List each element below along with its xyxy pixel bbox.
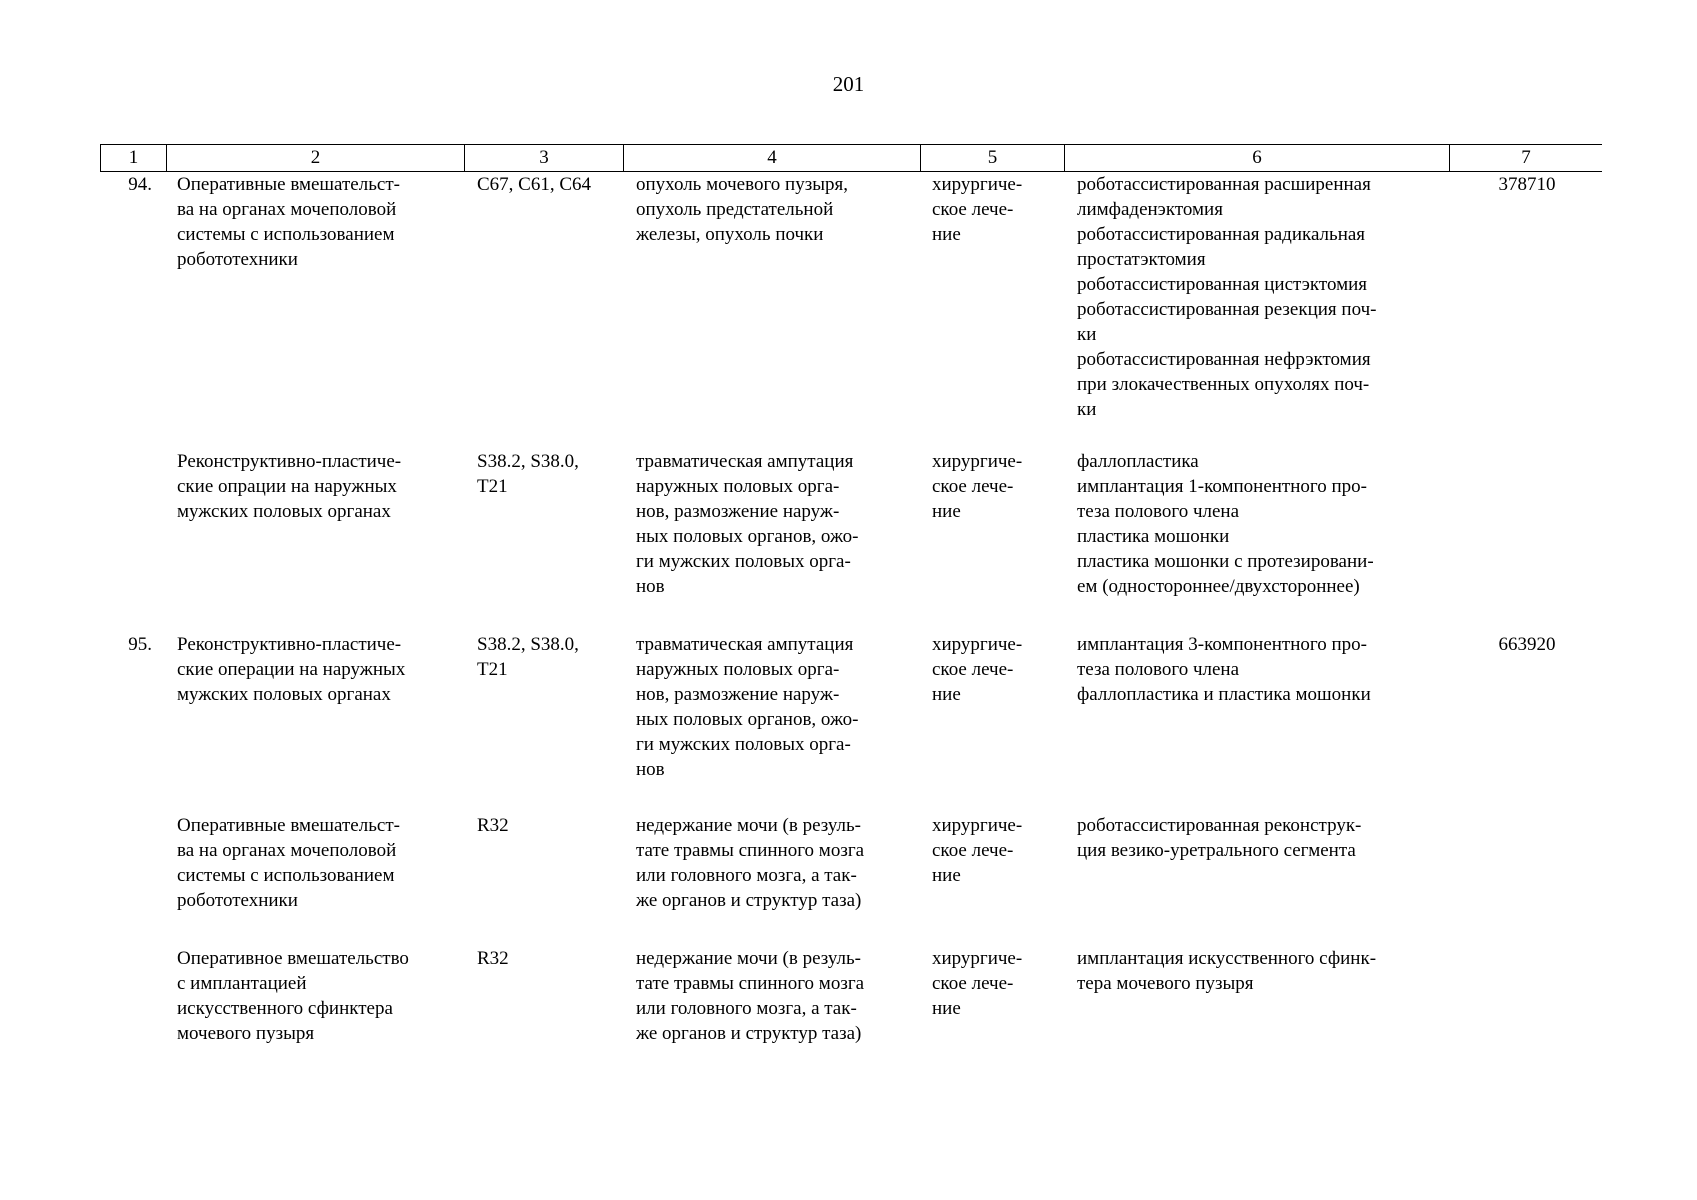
- treatment-type-cell: [932, 449, 1057, 524]
- patient-model-line: травматическая ампутация: [636, 634, 854, 655]
- care-type-name-line: с имплантацией: [177, 973, 307, 994]
- treatment-method-line: при злокачественных опухолях поч-: [1077, 374, 1370, 395]
- header-col-6: 6: [1064, 145, 1449, 171]
- treatment-method-line: простатэктомия: [1077, 249, 1206, 270]
- treatment-type-line: ское лече-: [932, 840, 1014, 861]
- cost-norm-text: 663920: [1498, 634, 1556, 655]
- patient-model-line: опухоль предстательной: [636, 199, 834, 220]
- treatment-method-line: ция везико-уретрального сегмента: [1077, 840, 1356, 861]
- treatment-method-line: пластика мошонки: [1077, 526, 1230, 547]
- icd-codes-line: R32: [477, 948, 509, 969]
- row-number-text: 94.: [128, 174, 152, 195]
- treatment-method-line: лимфаденэктомия: [1077, 199, 1223, 220]
- patient-model-line: травматическая ампутация: [636, 451, 854, 472]
- header-col-2: 2: [166, 145, 464, 171]
- patient-model-line: недержание мочи (в резуль-: [636, 815, 861, 836]
- treatment-method-line: имплантация 1-компонентного про-: [1077, 476, 1367, 497]
- treatment-type-line: ское лече-: [932, 973, 1014, 994]
- table-header-row: [100, 144, 1602, 172]
- treatment-method-cell: [1077, 172, 1434, 422]
- treatment-method-cell: [1077, 813, 1434, 863]
- treatment-method-line: тера мочевого пузыря: [1077, 973, 1254, 994]
- care-type-name-cell: [177, 172, 454, 272]
- care-type-name-line: робототехники: [177, 249, 298, 270]
- treatment-method-line: роботассистированная реконструк-: [1077, 815, 1362, 836]
- patient-model-cell: [636, 449, 909, 599]
- treatment-method-line: роботассистированная цистэктомия: [1077, 274, 1368, 295]
- patient-model-cell: [636, 172, 909, 247]
- treatment-type-line: ние: [932, 998, 961, 1019]
- patient-model-cell: [636, 946, 909, 1046]
- treatment-type-line: хирургиче-: [932, 948, 1023, 969]
- treatment-method-line: ем (одностороннее/двухстороннее): [1077, 576, 1360, 597]
- header-col-7: 7: [1449, 145, 1602, 171]
- treatment-method-line: роботассистированная резекция поч-: [1077, 299, 1377, 320]
- treatment-method-line: роботассистированная радикальная: [1077, 224, 1366, 245]
- icd-codes-line: S38.2, S38.0,: [477, 634, 579, 655]
- treatment-method-line: фаллопластика: [1077, 451, 1199, 472]
- patient-model-line: наружных половых орга-: [636, 476, 840, 497]
- care-type-name-line: искусственного сфинктера: [177, 998, 393, 1019]
- patient-model-line: нов: [636, 759, 665, 780]
- patient-model-line: же органов и структур таза): [636, 890, 862, 911]
- icd-codes-line: T21: [477, 659, 508, 680]
- patient-model-line: нов, размозжение наруж-: [636, 501, 840, 522]
- icd-codes-cell: [477, 813, 612, 838]
- care-type-name-line: ва на органах мочеполовой: [177, 199, 397, 220]
- patient-model-line: тате травмы спинного мозга: [636, 973, 865, 994]
- patient-model-cell: [636, 632, 909, 782]
- care-type-name-line: Реконструктивно-пластиче-: [177, 634, 402, 655]
- treatment-method-line: имплантация 3-компонентного про-: [1077, 634, 1367, 655]
- treatment-type-line: хирургиче-: [932, 634, 1023, 655]
- care-type-name-line: Оперативные вмешательст-: [177, 815, 400, 836]
- treatment-type-line: ние: [932, 865, 961, 886]
- cost-norm-cell: [1452, 632, 1602, 657]
- treatment-type-cell: [932, 172, 1057, 247]
- treatment-type-line: ское лече-: [932, 199, 1014, 220]
- care-type-name-line: Реконструктивно-пластиче-: [177, 451, 402, 472]
- care-type-name-line: ские опрации на наружных: [177, 476, 397, 497]
- icd-codes-line: C67, C61, C64: [477, 174, 592, 195]
- treatment-type-line: ское лече-: [932, 659, 1014, 680]
- header-col-4: 4: [623, 145, 920, 171]
- treatment-method-line: ки: [1077, 324, 1097, 345]
- care-type-name-line: робототехники: [177, 890, 298, 911]
- treatment-type-line: хирургиче-: [932, 451, 1023, 472]
- treatment-method-cell: [1077, 632, 1434, 707]
- care-type-name-line: системы с использованием: [177, 224, 395, 245]
- icd-codes-cell: [477, 449, 612, 499]
- patient-model-line: недержание мочи (в резуль-: [636, 948, 861, 969]
- icd-codes-line: R32: [477, 815, 509, 836]
- header-col-1: 1: [100, 145, 166, 171]
- treatment-method-line: ки: [1077, 399, 1097, 420]
- patient-model-line: опухоль мочевого пузыря,: [636, 174, 848, 195]
- care-type-name-cell: [177, 946, 454, 1046]
- treatment-method-line: фаллопластика и пластика мошонки: [1077, 684, 1371, 705]
- patient-model-line: же органов и структур таза): [636, 1023, 862, 1044]
- cost-norm-text: 378710: [1498, 174, 1556, 195]
- treatment-method-line: роботассистированная расширенная: [1077, 174, 1371, 195]
- care-type-name-line: Оперативное вмешательство: [177, 948, 409, 969]
- patient-model-line: ги мужских половых орга-: [636, 551, 851, 572]
- cost-norm-cell: [1452, 172, 1602, 197]
- patient-model-line: ных половых органов, ожо-: [636, 709, 859, 730]
- patient-model-line: нов: [636, 576, 665, 597]
- patient-model-line: или головного мозга, а так-: [636, 998, 857, 1019]
- care-type-name-line: системы с использованием: [177, 865, 395, 886]
- page-number: 201: [832, 72, 865, 96]
- patient-model-line: тате травмы спинного мозга: [636, 840, 865, 861]
- patient-model-line: нов, размозжение наруж-: [636, 684, 840, 705]
- treatment-method-cell: [1077, 449, 1434, 599]
- patient-model-line: или головного мозга, а так-: [636, 865, 857, 886]
- treatment-method-line: теза полового члена: [1077, 501, 1240, 522]
- treatment-type-line: хирургиче-: [932, 174, 1023, 195]
- care-type-name-cell: [177, 449, 454, 524]
- header-col-3: 3: [464, 145, 623, 171]
- patient-model-line: железы, опухоль почки: [636, 224, 824, 245]
- treatment-type-line: хирургиче-: [932, 815, 1023, 836]
- treatment-type-cell: [932, 813, 1057, 888]
- patient-model-line: наружных половых орга-: [636, 659, 840, 680]
- care-type-name-cell: [177, 813, 454, 913]
- row-number-text: 95.: [128, 634, 152, 655]
- header-col-5: 5: [920, 145, 1064, 171]
- treatment-method-cell: [1077, 946, 1434, 996]
- treatment-type-cell: [932, 946, 1057, 1021]
- treatment-type-line: ние: [932, 684, 961, 705]
- treatment-method-line: роботассистированная нефрэктомия: [1077, 349, 1371, 370]
- treatment-type-line: ние: [932, 501, 961, 522]
- care-type-name-line: мочевого пузыря: [177, 1023, 315, 1044]
- row-number-cell: [100, 172, 152, 197]
- row-number-cell: [100, 632, 152, 657]
- patient-model-line: ги мужских половых орга-: [636, 734, 851, 755]
- icd-codes-cell: [477, 172, 612, 197]
- care-type-name-line: мужских половых органах: [177, 501, 391, 522]
- treatment-type-line: ское лече-: [932, 476, 1014, 497]
- treatment-method-line: имплантация искусственного сфинк-: [1077, 948, 1377, 969]
- care-type-name-cell: [177, 632, 454, 707]
- care-type-name-line: ские операции на наружных: [177, 659, 406, 680]
- treatment-method-line: пластика мошонки с протезировани-: [1077, 551, 1374, 572]
- patient-model-cell: [636, 813, 909, 913]
- treatment-type-line: ние: [932, 224, 961, 245]
- treatment-method-line: теза полового члена: [1077, 659, 1240, 680]
- icd-codes-line: T21: [477, 476, 508, 497]
- patient-model-line: ных половых органов, ожо-: [636, 526, 859, 547]
- care-type-name-line: ва на органах мочеполовой: [177, 840, 397, 861]
- icd-codes-line: S38.2, S38.0,: [477, 451, 579, 472]
- icd-codes-cell: [477, 946, 612, 971]
- care-type-name-line: мужских половых органах: [177, 684, 391, 705]
- treatment-type-cell: [932, 632, 1057, 707]
- care-type-name-line: Оперативные вмешательст-: [177, 174, 400, 195]
- icd-codes-cell: [477, 632, 612, 682]
